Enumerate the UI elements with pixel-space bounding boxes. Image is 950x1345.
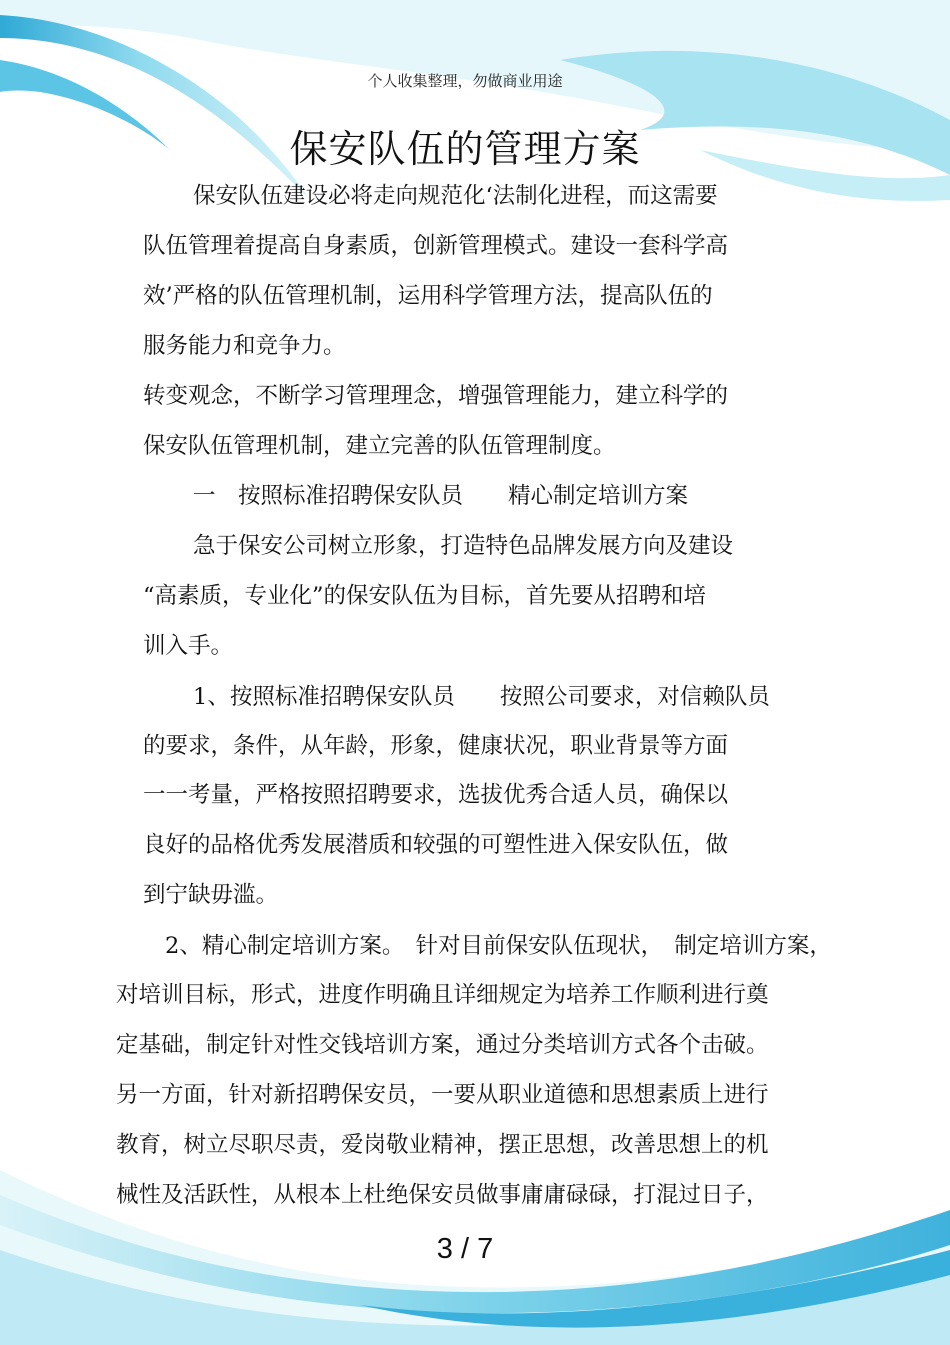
body-line: 械性及活跃性，从根本上杜绝保安员做事庸庸碌碌，打混过日子，	[116, 1182, 769, 1208]
body-line: 另一方面，针对新招聘保安员，一要从职业道德和思想素质上进行	[116, 1082, 769, 1108]
document-title: 保安队伍的管理方案	[289, 127, 641, 171]
body-line: 教育，树立尽职尽责，爱岗敬业精神，摆正思想，改善思想上的机	[116, 1132, 769, 1158]
body-line: 保安队伍管理机制，建立完善的队伍管理制度。	[143, 433, 616, 459]
body-line: 的要求，条件，从年龄，形象，健康状况，职业背景等方面	[143, 733, 729, 759]
body-line: “高素质，专业化”的保安队伍为目标，首先要从招聘和培	[143, 583, 707, 609]
body-line: 队伍管理着提高自身素质，创新管理模式。建设一套科学高	[143, 233, 729, 259]
body-line: 1、按照标准招聘保安队员 按照公司要求，对信赖队员	[193, 684, 770, 710]
body-line: 2、精心制定培训方案。 针对目前保安队伍现状， 制定培训方案，	[165, 933, 832, 959]
body-line: 到宁缺毋滥。	[143, 882, 279, 908]
body-line: 保安队伍建设必将走向规范化‘法制化进程，而这需要	[193, 183, 718, 209]
header-note: 个人收集整理，勿做商业用途	[367, 72, 563, 90]
body-line: 对培训目标，形式，进度作明确且详细规定为培养工作顺利进行奠	[116, 982, 769, 1008]
body-line: 良好的品格优秀发展潜质和较强的可塑性进入保安队伍，做	[143, 832, 729, 858]
body-line: 训入手。	[143, 633, 234, 659]
section-heading: 一 按照标准招聘保安队员 精心制定培训方案	[193, 483, 689, 509]
body-line: 定基础，制定针对性交钱培训方案，通过分类培训方式各个击破。	[116, 1032, 769, 1058]
page-number: 3 / 7	[436, 1233, 494, 1265]
body-line: 转变观念，不断学习管理理念，增强管理能力，建立科学的	[143, 383, 729, 409]
body-line: 效’严格的队伍管理机制，运用科学管理方法，提高队伍的	[143, 283, 713, 309]
body-line: 一一考量，严格按照招聘要求，选拔优秀合适人员，确保以	[143, 782, 729, 808]
body-line: 急于保安公司树立形象，打造特色品牌发展方向及建设	[193, 533, 734, 559]
body-line: 服务能力和竞争力。	[143, 333, 346, 359]
